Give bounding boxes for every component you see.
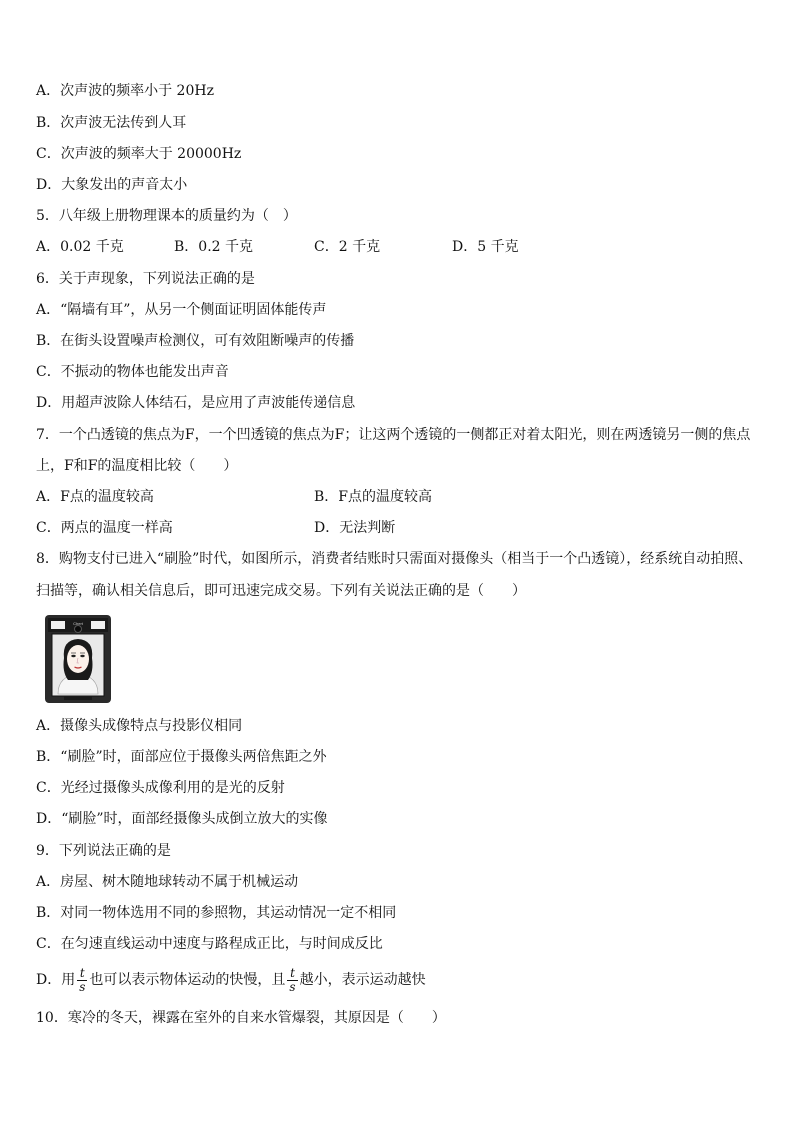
q8-stem-line2: 扫描等，确认相关信息后，即可迅速完成交易。下列有关说法正确的是（ ） [36,583,526,599]
q9-stem: 9．下列说法正确的是 [36,843,171,859]
q4-option-b: B．次声波无法传到人耳 [36,115,187,131]
q7-option-b: B．F点的温度较高 [314,489,433,505]
face-pay-device-figure [44,614,112,704]
q5-option-b: B．0.2 千克 [174,239,254,255]
device-brand-label: Chert [73,621,83,626]
fraction-t-over-s [77,967,87,994]
q5-option-d: D．5 千克 [452,239,519,255]
q8-option-b: B．“刷脸”时，面部应位于摄像头两倍焦距之外 [36,749,327,765]
q4-option-c: C．次声波的频率大于 20000Hz [36,146,242,162]
q7-option-c: C．两点的温度一样高 [36,520,173,536]
q6-option-d: D．用超声波除人体结石，是应用了声波能传递信息 [36,395,356,411]
q5-option-c: C．2 千克 [314,239,381,255]
fraction-denominator: s [79,979,86,994]
q7-stem-line1: 7．一个凸透镜的焦点为F，一个凹透镜的焦点为F；让这两个透镜的一侧都正对着太阳光，则在两透镜另一侧的焦点 [36,427,751,443]
q6-option-b: B．在街头设置噪声检测仪，可有效阻断噪声的传播 [36,333,355,349]
q7-option-a: A．F点的温度较高 [36,489,154,505]
q6-stem: 6．关于声现象，下列说法正确的是 [36,271,255,287]
q8-option-c: C．光经过摄像头成像利用的是光的反射 [36,780,285,796]
fraction-numerator: t [77,967,87,981]
q10-stem: 10．寒冷的冬天，裸露在室外的自来水管爆裂，其原因是（ ） [36,1010,446,1026]
q7-stem-line2: 上，F和F的温度相比较（ ） [36,458,238,474]
fraction-denominator-2: s [289,979,296,994]
face-pay-device-image [44,614,112,704]
q5-option-a: A．0.02 千克 [36,239,124,255]
fraction-t-over-s-2 [287,967,297,994]
q8-stem-line1: 8．购物支付已进入“刷脸”时代，如图所示，消费者结账时只需面对摄像头（相当于一个凸透镜），经系统自动拍照、 [36,551,753,567]
q9-d-suffix: 越小，表示运动越快 [299,972,426,988]
q9-option-a: A．房屋、树木随地球转动不属于机械运动 [36,874,299,890]
q9-d-prefix: D．用 [36,972,76,988]
fraction-numerator-2: t [287,967,297,981]
q9-option-c: C．在匀速直线运动中速度与路程成正比，与时间成反比 [36,936,383,952]
q6-option-a: A．“隔墙有耳”，从另一个侧面证明固体能传声 [36,302,327,318]
q5-stem: 5．八年级上册物理课本的质量约为（ ） [36,208,297,224]
q4-option-d: D．大象发出的声音太小 [36,177,188,193]
q9-d-middle: 也可以表示物体运动的快慢，且 [89,972,286,988]
q9-option-d [36,963,426,997]
q9-option-b: B．对同一物体选用不同的参照物，其运动情况一定不相同 [36,905,397,921]
q8-option-a: A．摄像头成像特点与投影仪相同 [36,718,243,734]
q8-option-d: D．“刷脸”时，面部经摄像头成倒立放大的实像 [36,811,328,827]
q6-option-c: C．不振动的物体也能发出声音 [36,364,229,380]
q4-option-a: A．次声波的频率小于 20Hz [36,83,214,99]
q7-option-d: D．无法判断 [314,520,396,536]
